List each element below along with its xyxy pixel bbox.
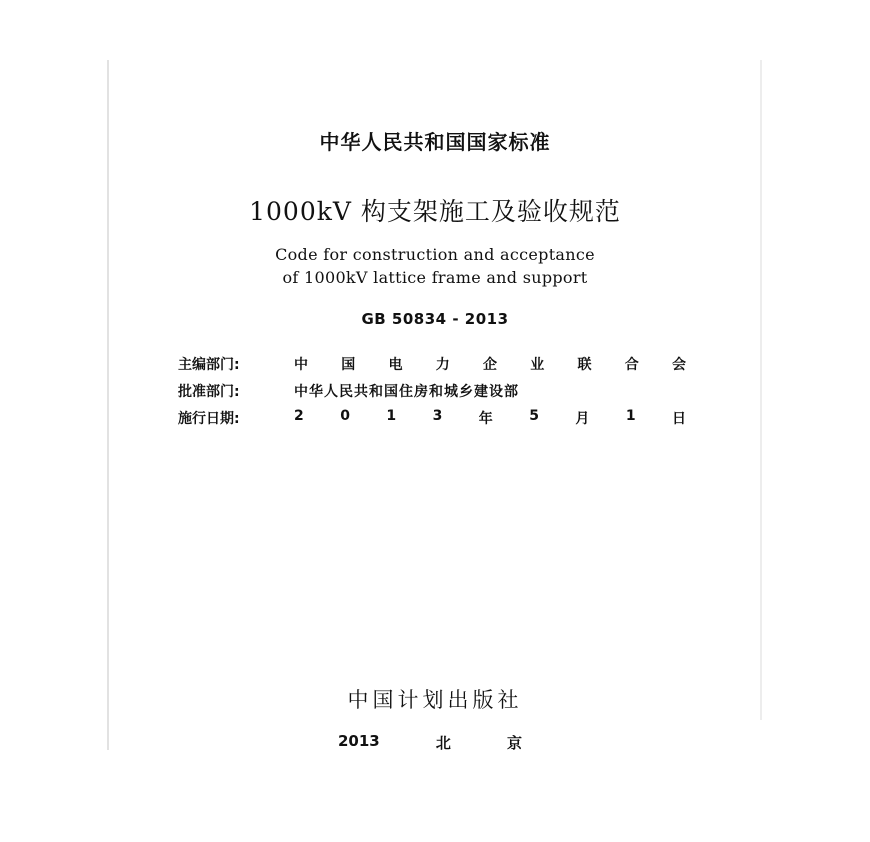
- info-label: 批准部门:: [178, 383, 240, 400]
- publication-city-char-2: 京: [506, 734, 522, 752]
- info-value: [294, 354, 686, 374]
- info-value: [294, 408, 686, 428]
- info-char: 月: [575, 410, 590, 427]
- info-char: 日: [672, 410, 686, 427]
- publication-year: 2013: [338, 732, 380, 750]
- info-block: [178, 350, 686, 431]
- info-char: 联: [577, 356, 592, 373]
- scan-edge-left: [107, 60, 109, 750]
- info-char: 国: [341, 356, 356, 373]
- info-char: 中: [294, 356, 308, 373]
- info-row-chief-editor: [178, 350, 686, 377]
- info-char: 2: [294, 407, 304, 424]
- info-value: 中华人民共和国住房和城乡建设部: [294, 383, 519, 400]
- info-char: 1: [386, 407, 397, 424]
- publication-city-char-1: 北: [435, 734, 451, 752]
- info-char: 5: [529, 407, 539, 424]
- info-label: 施行日期:: [178, 410, 240, 427]
- info-label: 主编部门:: [178, 356, 240, 373]
- publisher-name: 中国计划出版社: [347, 688, 523, 712]
- info-char: 会: [672, 356, 686, 373]
- english-title-line-2: of 1000kV lattice frame and support: [282, 268, 588, 287]
- info-char: 力: [435, 356, 450, 373]
- info-row-effective-date: [178, 404, 686, 431]
- chinese-title: 1000kV 构支架施工及验收规范: [249, 197, 621, 226]
- scan-edge-right: [760, 60, 762, 720]
- info-char: 合: [624, 356, 639, 373]
- info-char: 0: [340, 407, 350, 424]
- info-char: 1: [625, 407, 636, 424]
- standard-number: GB 50834 - 2013: [361, 310, 509, 328]
- info-char: 3: [432, 407, 443, 424]
- national-standard-heading: 中华人民共和国国家标准: [319, 130, 551, 154]
- info-char: 电: [388, 356, 403, 373]
- info-row-approving-dept: [178, 377, 686, 404]
- english-title-line-1: Code for construction and acceptance: [275, 245, 595, 264]
- english-title: [0, 243, 870, 289]
- info-char: 业: [530, 356, 545, 373]
- info-char: 企: [483, 356, 497, 373]
- publication-year-place: [338, 732, 522, 753]
- info-char: 年: [478, 410, 493, 427]
